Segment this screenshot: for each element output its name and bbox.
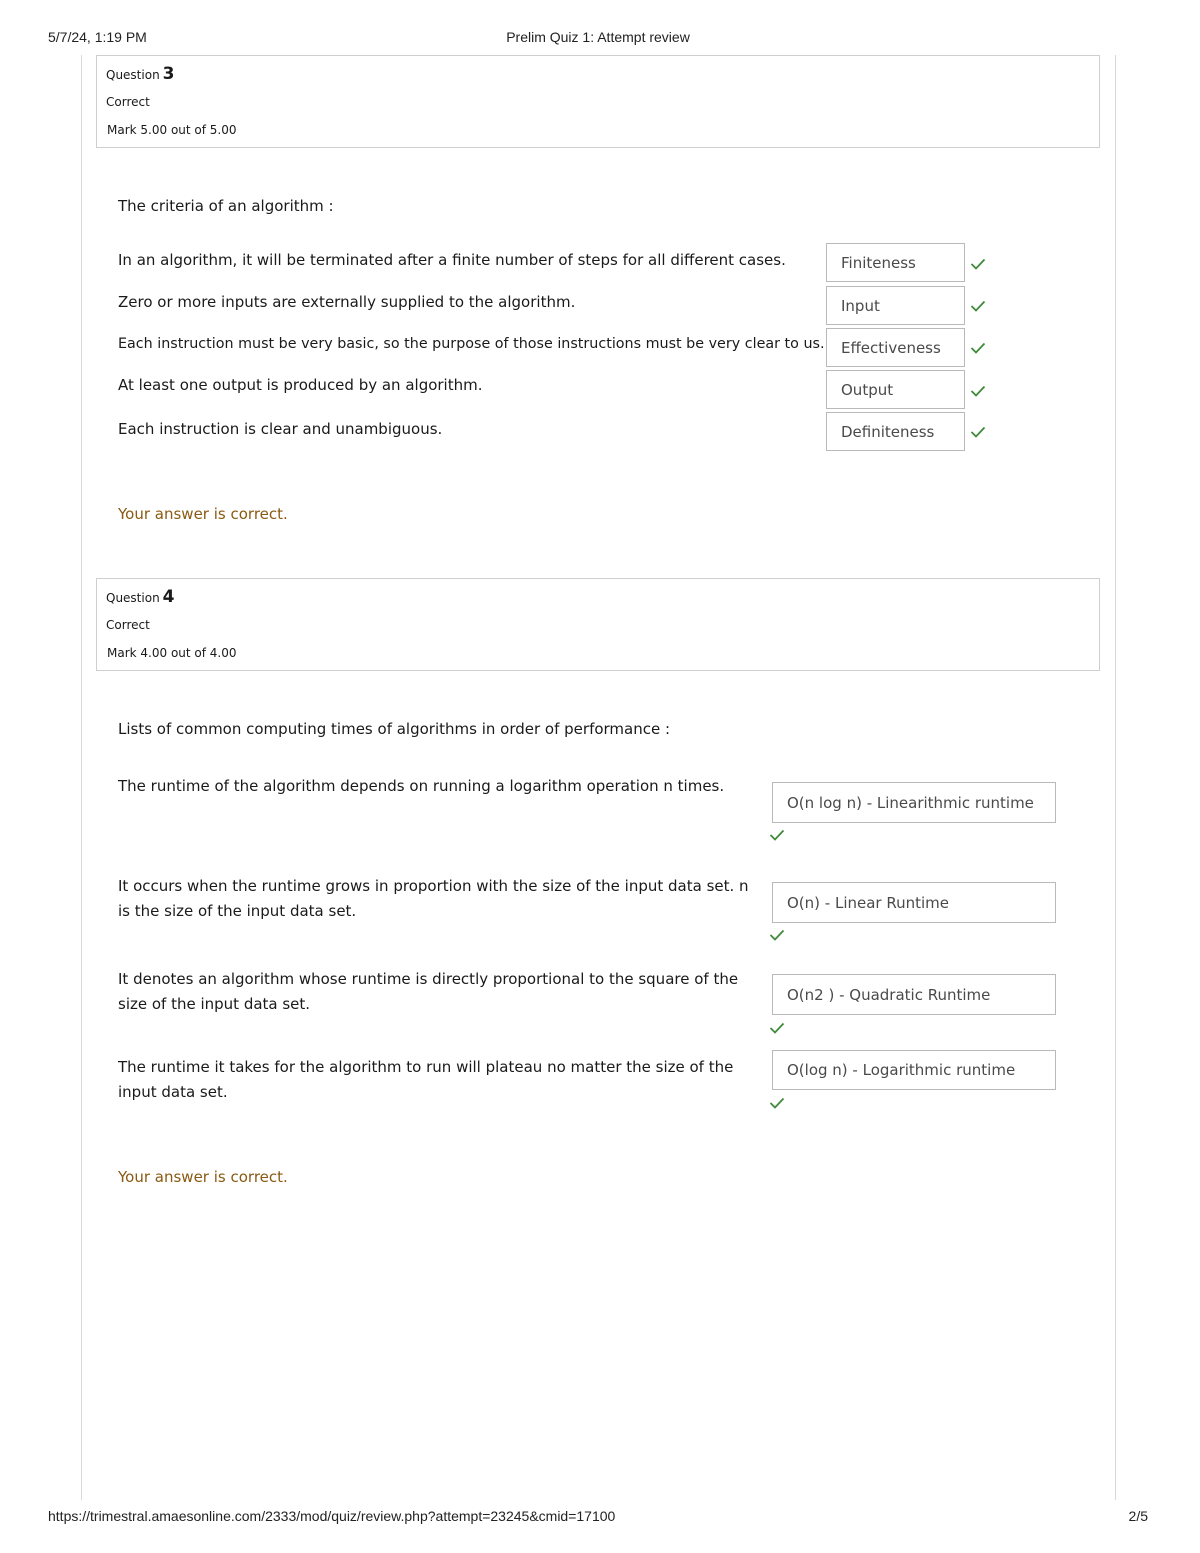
question-number <box>106 64 175 84</box>
check-icon <box>970 425 986 439</box>
print-page-title: Prelim Quiz 1: Attempt review <box>506 29 690 45</box>
question-number <box>106 587 175 607</box>
q3-item-1-answer-select[interactable]: Finiteness <box>826 243 965 282</box>
q3-item-2-answer-select[interactable]: Input <box>826 286 965 325</box>
check-icon <box>970 299 986 313</box>
print-page-number: 2/5 <box>1128 1508 1148 1524</box>
question-grade: Mark 4.00 out of 4.00 <box>107 646 237 660</box>
check-icon <box>970 384 986 398</box>
q4-item-2-prompt: It occurs when the runtime grows in proportion with the size of the input data set. n is the size of the input data set. <box>118 877 749 920</box>
print-footer <box>48 1508 1148 1526</box>
check-icon <box>970 341 986 355</box>
q3-item-4-answer-select[interactable]: Output <box>826 370 965 409</box>
question-3-stem: The criteria of an algorithm : <box>118 197 334 215</box>
q3-item-4-prompt: At least one output is produced by an algorithm. <box>118 376 483 394</box>
question-state: Correct <box>106 95 150 109</box>
q3-item-5-prompt: Each instruction is clear and unambiguous. <box>118 420 443 438</box>
check-icon <box>769 928 785 942</box>
question-grade: Mark 5.00 out of 5.00 <box>107 123 237 137</box>
question-3-info <box>96 55 1100 148</box>
question-number-value: 3 <box>162 64 175 84</box>
q4-item-4-prompt: The runtime it takes for the algorithm to run will plateau no matter the size of the input data set. <box>118 1058 734 1101</box>
q3-item-3-prompt: Each instruction must be very basic, so the purpose of those instructions must be very clear to us. <box>118 336 825 352</box>
q4-item-2-answer-select[interactable]: O(n) - Linear Runtime <box>772 882 1056 923</box>
q3-item-2-prompt: Zero or more inputs are externally supplied to the algorithm. <box>118 293 576 311</box>
check-icon <box>970 257 986 271</box>
print-datetime: 5/7/24, 1:19 PM <box>48 29 147 45</box>
check-icon <box>769 1096 785 1110</box>
question-number-value: 4 <box>162 587 175 607</box>
q3-item-5-answer-select[interactable]: Definiteness <box>826 412 965 451</box>
page-frame-right-border <box>1115 55 1116 1500</box>
page-frame-left-border <box>81 55 82 1500</box>
check-icon <box>769 1021 785 1035</box>
print-url: https://trimestral.amaesonline.com/2333/mod/quiz/review.php?attempt=23245&cmid=17100 <box>48 1508 616 1524</box>
q4-item-1-prompt: The runtime of the algorithm depends on running a logarithm operation n times. <box>118 777 725 795</box>
q4-item-3-prompt: It denotes an algorithm whose runtime is directly proportional to the square of the size of the input data set. <box>118 970 739 1013</box>
question-state: Correct <box>106 618 150 632</box>
q4-item-4-answer-select[interactable]: O(log n) - Logarithmic runtime <box>772 1050 1056 1090</box>
question-4-stem: Lists of common computing times of algorithms in order of performance : <box>118 720 671 738</box>
check-icon <box>769 828 785 842</box>
question-4-info <box>96 578 1100 671</box>
question-label: Question <box>106 68 160 82</box>
q4-item-1-answer-select[interactable]: O(n log n) - Linearithmic runtime <box>772 782 1056 823</box>
print-header <box>48 29 1148 47</box>
q3-item-1-prompt: In an algorithm, it will be terminated after a finite number of steps for all different cases. <box>118 251 786 269</box>
question-4-feedback: Your answer is correct. <box>118 1168 288 1186</box>
q4-item-3-answer-select[interactable]: O(n2 ) - Quadratic Runtime <box>772 974 1056 1015</box>
q3-item-3-answer-select[interactable]: Effectiveness <box>826 328 965 367</box>
question-3-feedback: Your answer is correct. <box>118 505 288 523</box>
question-label: Question <box>106 591 160 605</box>
